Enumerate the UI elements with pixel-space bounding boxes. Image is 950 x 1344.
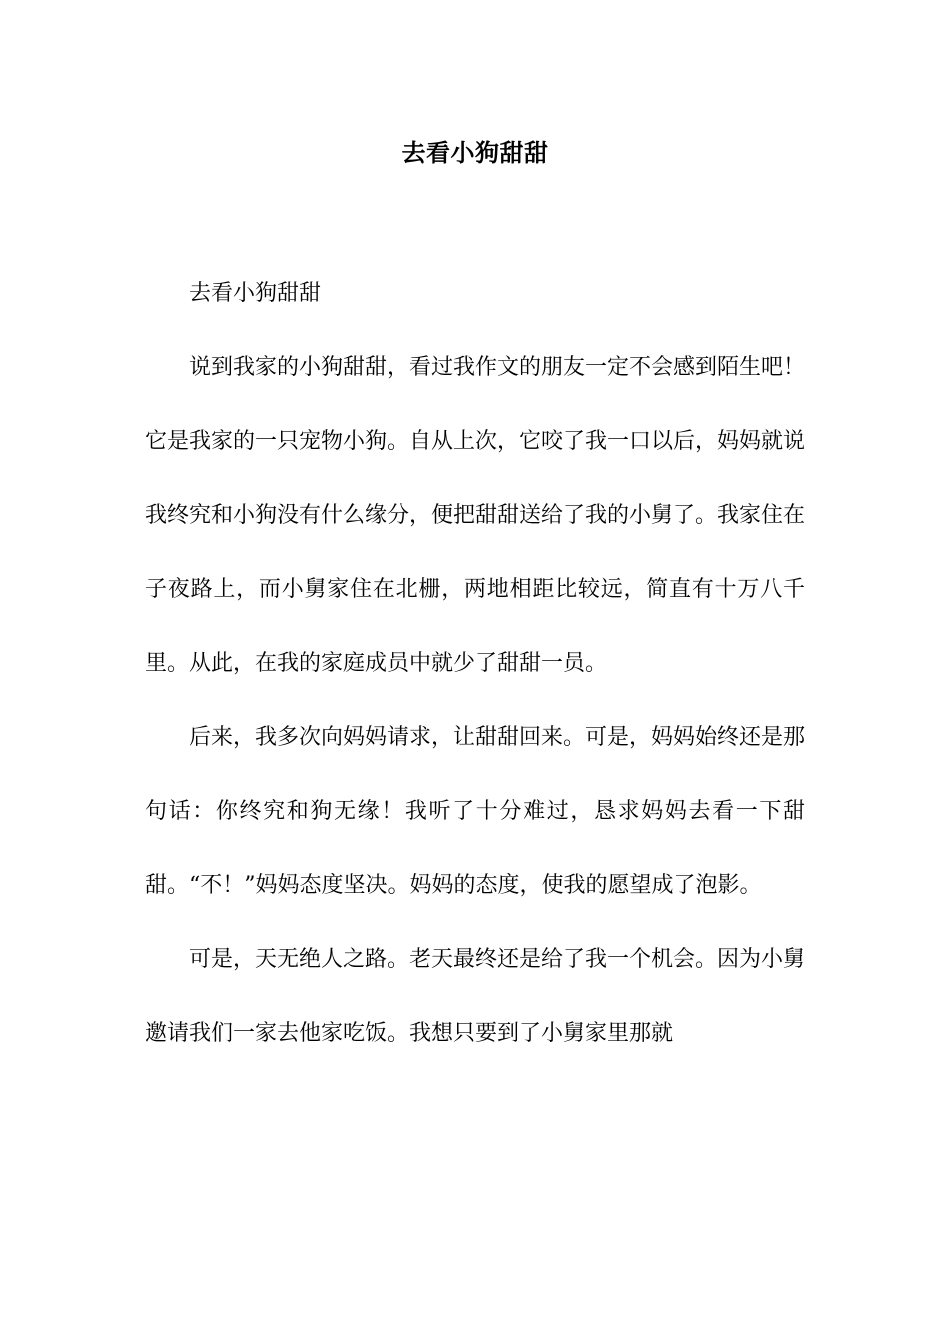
paragraph: 可是，天无绝人之路。老天最终还是给了我一个机会。因为小舅邀请我们一家去他家吃饭。我想只要到了小舅家里那就 [145,947,806,1046]
document-body [145,257,805,1071]
paragraph: 去看小狗甜甜 [189,281,322,306]
paragraph: 说到我家的小狗甜甜，看过我作文的朋友一定不会感到陌生吧！它是我家的一只宠物小狗。自从上次，它咬了我一口以后，妈妈就说我终究和小狗没有什么缘分，便把甜甜送给了我的小舅了。我家住在子夜路上，而小舅家住在北栅，两地相距比较远，简直有十万八千里。从此，在我的家庭成员中就少了甜甜一员。 [145,355,806,676]
document-title: 去看小狗甜甜 [401,138,549,167]
paragraph: 后来，我多次向妈妈请求，让甜甜回来。可是，妈妈始终还是那句话：你终究和狗无缘！我听了十分难过，恳求妈妈去看一下甜甜。“不！”妈妈态度坚决。妈妈的态度，使我的愿望成了泡影。 [145,725,806,898]
